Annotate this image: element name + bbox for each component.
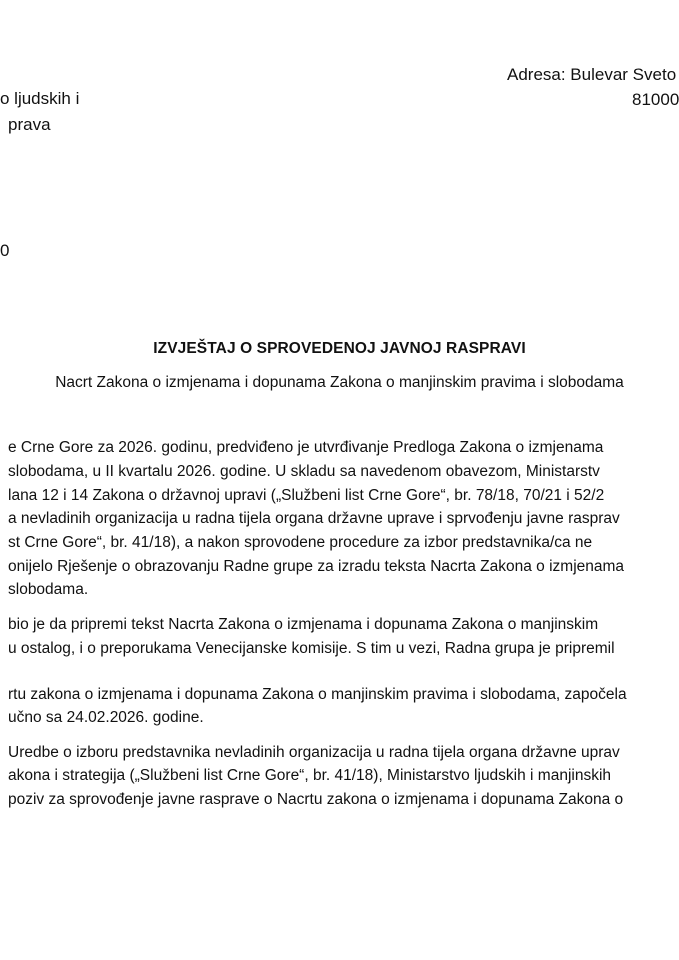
paragraph-line: slobodama, u II kvartalu 2026. godine. U skladu sa navedenom obavezom, Ministarstv [8, 463, 600, 480]
reference-number: 0 [0, 241, 10, 260]
paragraph-line: akona i strategija („Službeni list Crne Gore“, br. 41/18), Ministarstvo ljudskih i manjinskih [8, 767, 612, 784]
paragraph-line: bio je da pripremi tekst Nacrta Zakona o izmjenama i dopunama Zakona o manjinskim [8, 616, 599, 633]
paragraph-line: e Crne Gore za 2026. godinu, predviđeno je utvrđivanje Predloga Zakona o izmjenama [8, 439, 604, 456]
paragraph-line: st Crne Gore“, br. 41/18), a nakon sprovodene procedure za izbor predstavnika/ca ne [8, 534, 593, 551]
document-title: IZVJEŠTAJ O SPROVEDENOJ JAVNOJ RASPRAVI [153, 340, 526, 357]
paragraph-line: onijelo Rješenje o obrazovanju Radne grupe za izradu teksta Nacrta Zakona o izmjenama [8, 558, 625, 575]
paragraph-line: Uredbe o izboru predstavnika nevladinih organizacija u radna tijela organa državne uprav [8, 744, 620, 761]
address-line-1: Adresa: Bulevar Sveto [507, 65, 677, 84]
paragraph-line: a nevladinih organizacija u radna tijela organa državne uprave i sprvođenju javne rasprav [8, 510, 620, 527]
address-line-2: 81000 [632, 90, 679, 109]
ministry-name-line-1: o ljudskih i [0, 89, 80, 108]
paragraph-line: u ostalog, i o preporukama Venecijanske komisije. S tim u vezi, Radna grupa je pripremil [8, 640, 615, 657]
document-subtitle: Nacrt Zakona o izmjenama i dopunama Zakona o manjinskim pravima i slobodama [55, 374, 624, 391]
paragraph-line: rtu zakona o izmjenama i dopunama Zakona o manjinskim pravima i slobodama, započela [8, 686, 627, 703]
paragraph-line: učno sa 24.02.2026. godine. [8, 709, 204, 726]
paragraph-line: poziv za sprovođenje javne rasprave o Nacrtu zakona o izmjenama i dopunama Zakona o [8, 791, 624, 808]
paragraph-line: slobodama. [8, 581, 89, 598]
ministry-name-line-2: prava [8, 115, 51, 134]
paragraph-line: lana 12 i 14 Zakona o državnoj upravi („Službeni list Crne Gore“, br. 78/18, 70/21 i 52/2 [8, 487, 605, 504]
